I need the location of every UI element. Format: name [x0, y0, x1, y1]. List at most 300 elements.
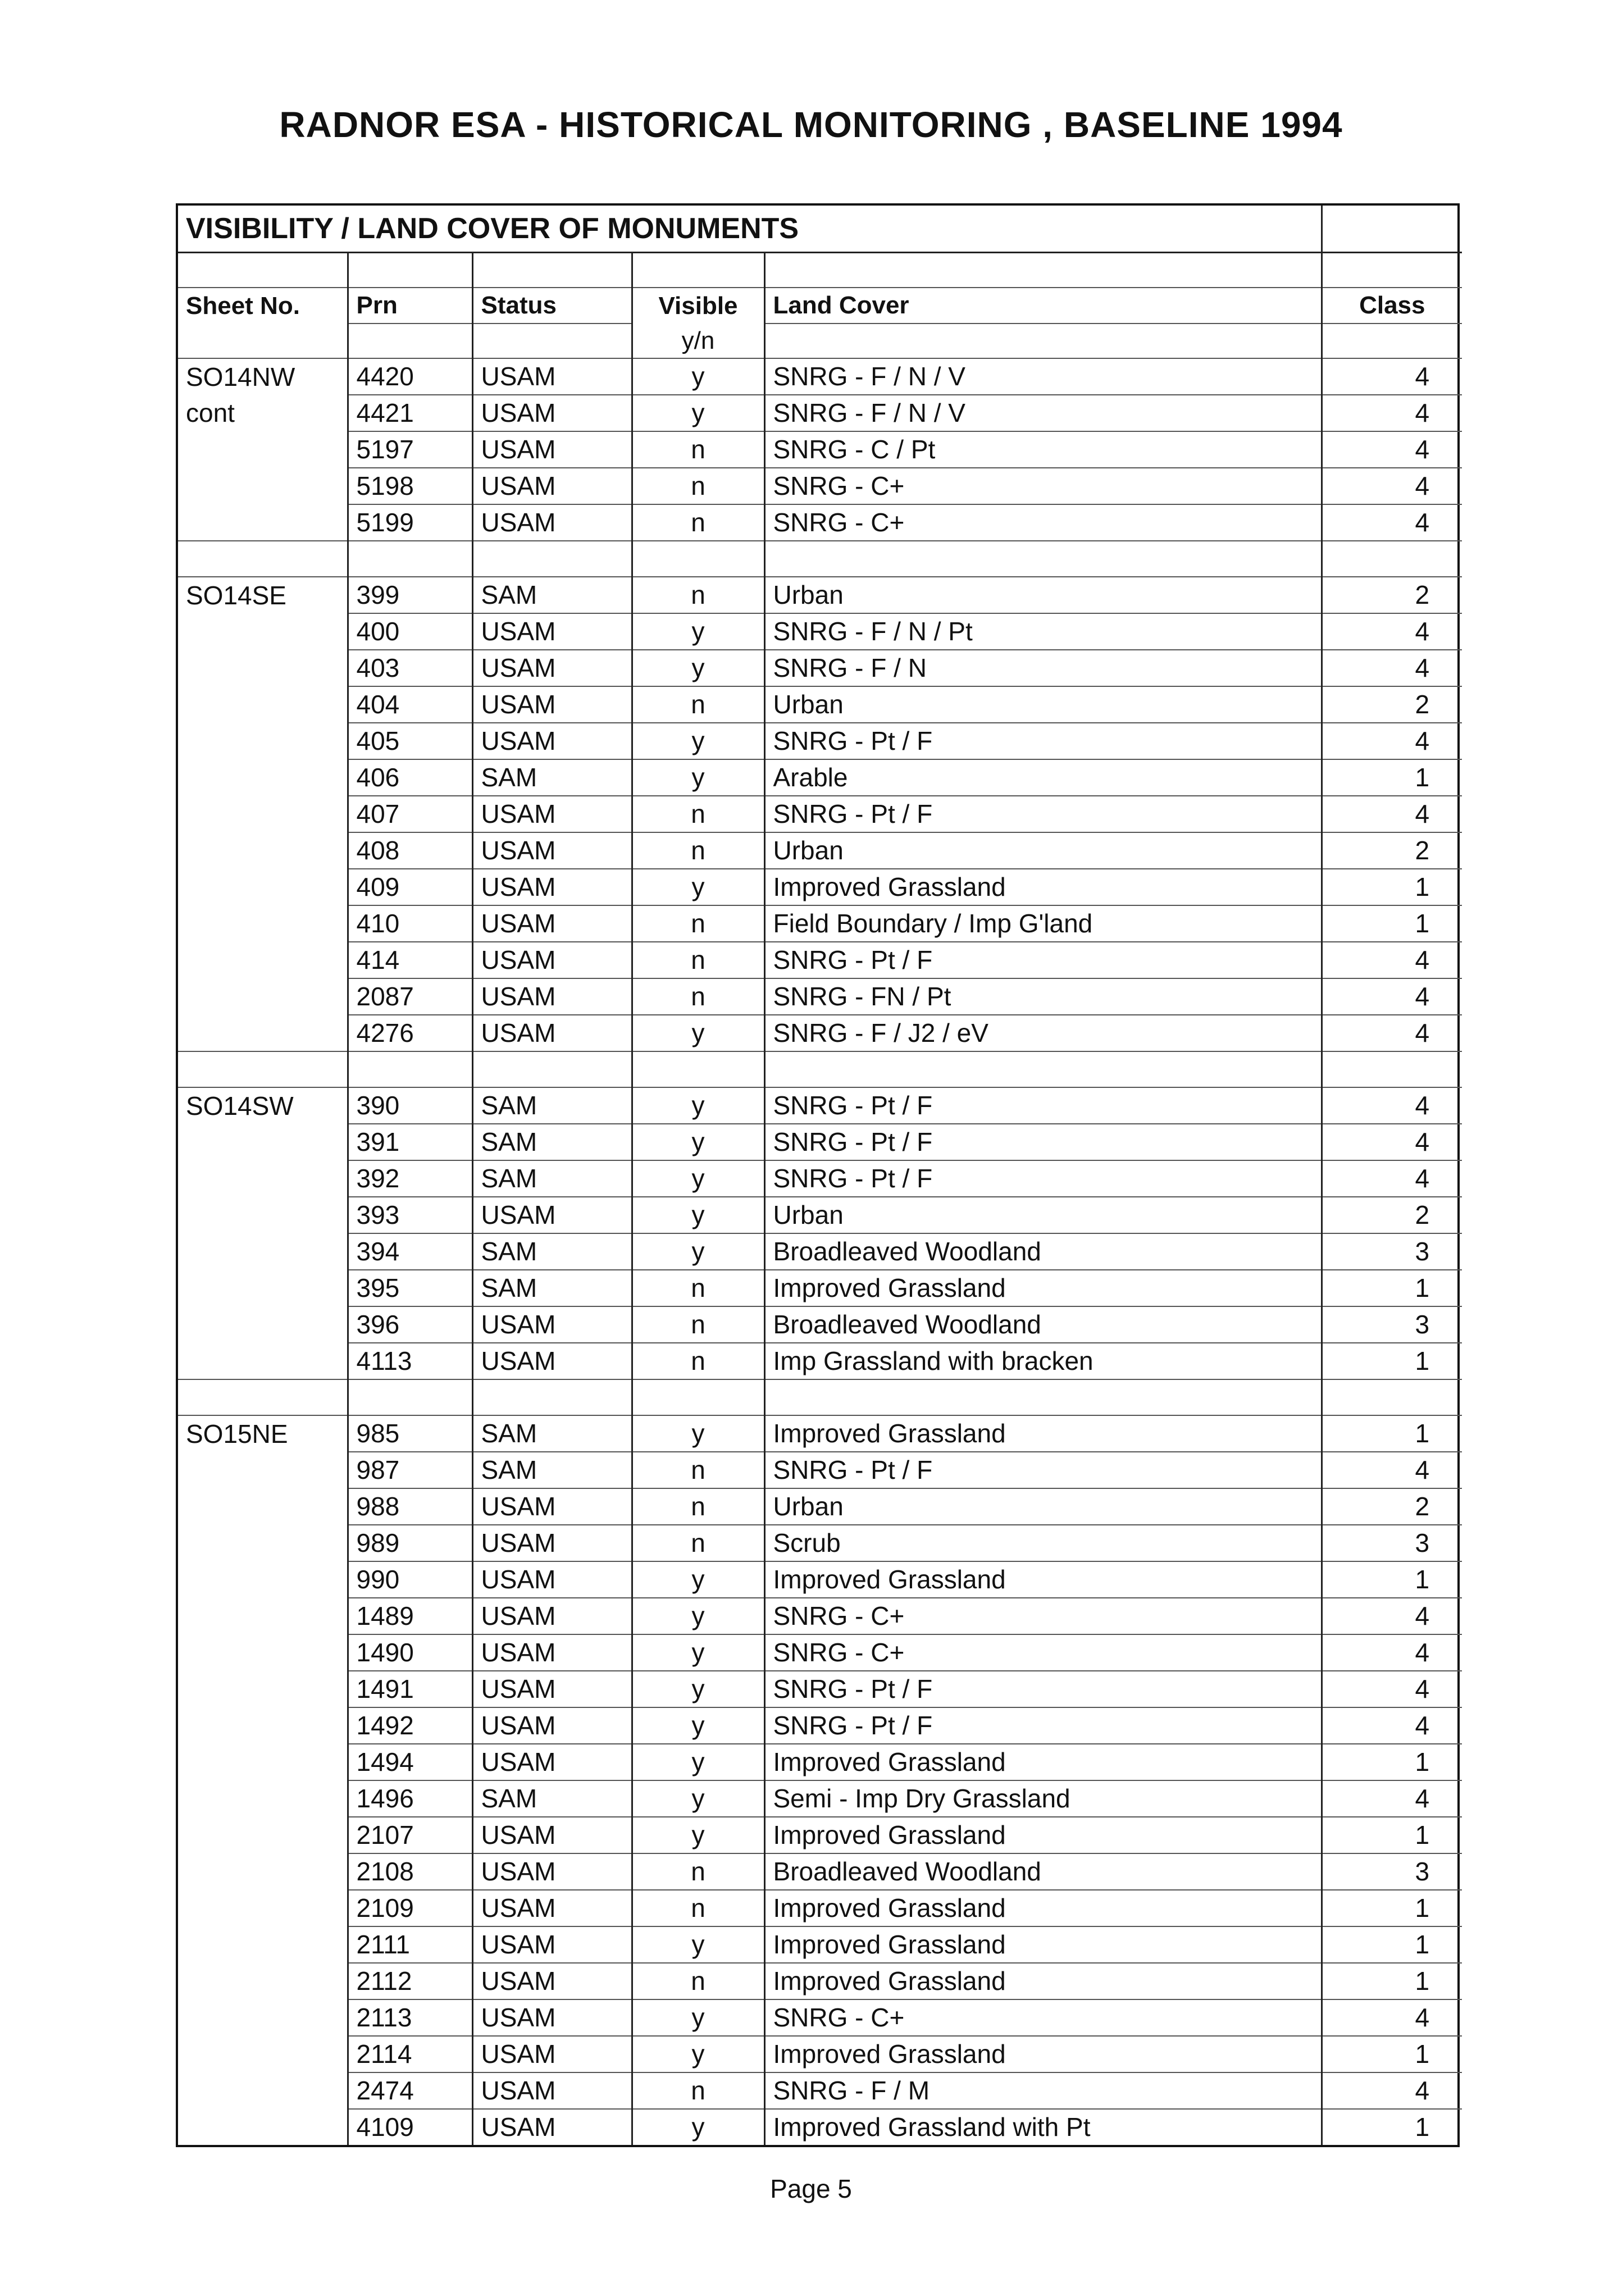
cell-sheet	[178, 1160, 348, 1197]
cell-class: 4	[1322, 978, 1462, 1015]
cell-visible: n	[632, 796, 764, 832]
cell-land-cover: Improved Grassland	[764, 1561, 1322, 1598]
cell-status: USAM	[472, 1817, 632, 1853]
cell-class: 1	[1322, 1270, 1462, 1306]
cell-status: SAM	[472, 577, 632, 613]
cell-sheet	[178, 796, 348, 832]
cell-status: USAM	[472, 650, 632, 686]
cell-class: 1	[1322, 1817, 1462, 1853]
table-row	[178, 942, 1462, 978]
table-row	[178, 1343, 1462, 1379]
table-row	[178, 1561, 1462, 1598]
cell-class: 1	[1322, 1343, 1462, 1379]
cell-sheet	[178, 1015, 348, 1051]
cell-status: USAM	[472, 942, 632, 978]
cell-sheet	[178, 759, 348, 796]
table-row	[178, 1160, 1462, 1197]
cell-land-cover: SNRG - Pt / F	[764, 723, 1322, 759]
cell-class: 3	[1322, 1306, 1462, 1343]
cell-class: 2	[1322, 577, 1462, 613]
table-row	[178, 1634, 1462, 1671]
table-row	[178, 1124, 1462, 1160]
cell-status: USAM	[472, 1963, 632, 1999]
cell-status: USAM	[472, 613, 632, 650]
cell-land-cover: Improved Grassland	[764, 1415, 1322, 1452]
cell-land-cover: SNRG - C+	[764, 504, 1322, 541]
table-row	[178, 1233, 1462, 1270]
cell-land-cover: SNRG - Pt / F	[764, 1160, 1322, 1197]
cell-land-cover: Scrub	[764, 1525, 1322, 1561]
cell-visible: n	[632, 942, 764, 978]
cell-sheet	[178, 613, 348, 650]
cell-class: 4	[1322, 1707, 1462, 1744]
cell-status: USAM	[472, 869, 632, 905]
cell-class: 2	[1322, 832, 1462, 869]
cell-class: 4	[1322, 1452, 1462, 1488]
cell-visible: y	[632, 1634, 764, 1671]
table-row	[178, 1707, 1462, 1744]
table-row	[178, 1270, 1462, 1306]
cell-sheet	[178, 1197, 348, 1233]
cell-class: 4	[1322, 1124, 1462, 1160]
cell-land-cover: SNRG - Pt / F	[764, 1124, 1322, 1160]
cell-land-cover: SNRG - F / N / Pt	[764, 613, 1322, 650]
cell-class: 3	[1322, 1525, 1462, 1561]
cell-prn: 2109	[348, 1890, 472, 1926]
cell-sheet	[178, 2072, 348, 2109]
col-header-visible: Visible	[632, 288, 764, 324]
cell-class: 4	[1322, 723, 1462, 759]
cell-status: SAM	[472, 1270, 632, 1306]
cell-visible: y	[632, 650, 764, 686]
cell-status: USAM	[472, 1853, 632, 1890]
cell-visible: n	[632, 1890, 764, 1926]
cell-land-cover: Improved Grassland	[764, 869, 1322, 905]
cell-prn: 400	[348, 613, 472, 650]
cell-prn: 985	[348, 1415, 472, 1452]
cell-sheet	[178, 431, 348, 468]
cell-prn: 403	[348, 650, 472, 686]
cell-land-cover: Urban	[764, 1488, 1322, 1525]
cell-status: USAM	[472, 1598, 632, 1634]
cell-sheet	[178, 869, 348, 905]
cell-class: 2	[1322, 686, 1462, 723]
cell-prn: 391	[348, 1124, 472, 1160]
table-row	[178, 1452, 1462, 1488]
cell-land-cover: SNRG - Pt / F	[764, 1707, 1322, 1744]
cell-prn: 4421	[348, 395, 472, 431]
cell-status: USAM	[472, 1197, 632, 1233]
cell-status: USAM	[472, 905, 632, 942]
cell-land-cover: Improved Grassland	[764, 1744, 1322, 1780]
table-row	[178, 1963, 1462, 1999]
table-row	[178, 1197, 1462, 1233]
table-row	[178, 1744, 1462, 1780]
cell-prn: 407	[348, 796, 472, 832]
cell-land-cover: SNRG - F / M	[764, 2072, 1322, 2109]
cell-visible: y	[632, 613, 764, 650]
cell-visible: y	[632, 1598, 764, 1634]
cell-status: USAM	[472, 1488, 632, 1525]
cell-class: 1	[1322, 905, 1462, 942]
cell-prn: 399	[348, 577, 472, 613]
cell-visible: y	[632, 1707, 764, 1744]
cell-visible: y	[632, 2036, 764, 2072]
cell-status: USAM	[472, 2109, 632, 2145]
cell-class: 4	[1322, 1087, 1462, 1124]
cell-status: USAM	[472, 1744, 632, 1780]
cell-class: 4	[1322, 1999, 1462, 2036]
cell-prn: 1491	[348, 1671, 472, 1707]
header-spacer-row	[178, 253, 1462, 288]
cell-land-cover: SNRG - Pt / F	[764, 1452, 1322, 1488]
cell-class: 1	[1322, 2109, 1462, 2145]
cell-prn: 2107	[348, 1817, 472, 1853]
cell-visible: n	[632, 1452, 764, 1488]
cell-prn: 1494	[348, 1744, 472, 1780]
cell-prn: 390	[348, 1087, 472, 1124]
cell-prn: 410	[348, 905, 472, 942]
cell-visible: n	[632, 1853, 764, 1890]
monuments-table	[176, 203, 1460, 2147]
cell-prn: 5198	[348, 468, 472, 504]
cell-land-cover: SNRG - C+	[764, 468, 1322, 504]
cell-sheet	[178, 1999, 348, 2036]
cell-visible: y	[632, 395, 764, 431]
cell-sheet	[178, 686, 348, 723]
table-row	[178, 504, 1462, 541]
cell-land-cover: SNRG - Pt / F	[764, 1087, 1322, 1124]
cell-class: 4	[1322, 1598, 1462, 1634]
cell-status: USAM	[472, 358, 632, 395]
cell-prn: 2114	[348, 2036, 472, 2072]
cell-visible: y	[632, 1817, 764, 1853]
col-header-class: Class	[1322, 288, 1462, 324]
cell-class: 2	[1322, 1488, 1462, 1525]
cell-class: 4	[1322, 1780, 1462, 1817]
cell-class: 1	[1322, 1744, 1462, 1780]
cell-land-cover: Improved Grassland	[764, 2036, 1322, 2072]
cell-status: USAM	[472, 2072, 632, 2109]
cell-prn: 2108	[348, 1853, 472, 1890]
cell-status: USAM	[472, 1890, 632, 1926]
cell-visible: n	[632, 1488, 764, 1525]
cell-status: USAM	[472, 686, 632, 723]
table-row	[178, 1598, 1462, 1634]
cell-class: 4	[1322, 2072, 1462, 2109]
table-row	[178, 1780, 1462, 1817]
cell-sheet	[178, 2109, 348, 2145]
cell-land-cover: SNRG - C+	[764, 1598, 1322, 1634]
cell-land-cover: SNRG - Pt / F	[764, 942, 1322, 978]
table-row	[178, 2036, 1462, 2072]
cell-sheet: SO14NW	[178, 358, 348, 395]
table-row	[178, 1999, 1462, 2036]
table-row	[178, 2072, 1462, 2109]
cell-prn: 4276	[348, 1015, 472, 1051]
cell-visible: y	[632, 1780, 764, 1817]
cell-status: SAM	[472, 1415, 632, 1452]
cell-land-cover: Improved Grassland	[764, 1926, 1322, 1963]
cell-prn: 989	[348, 1525, 472, 1561]
cell-prn: 988	[348, 1488, 472, 1525]
cell-sheet: SO14SE	[178, 577, 348, 613]
cell-status: USAM	[472, 978, 632, 1015]
table-row	[178, 577, 1462, 613]
page-title: RADNOR ESA - HISTORICAL MONITORING , BASELINE 1994	[279, 104, 1343, 145]
cell-sheet	[178, 1598, 348, 1634]
cell-class: 4	[1322, 395, 1462, 431]
cell-status: USAM	[472, 1707, 632, 1744]
cell-status: USAM	[472, 504, 632, 541]
table-row	[178, 1926, 1462, 1963]
cell-land-cover: Urban	[764, 832, 1322, 869]
table-row	[178, 759, 1462, 796]
cell-visible: n	[632, 1306, 764, 1343]
cell-status: SAM	[472, 1087, 632, 1124]
cell-land-cover: SNRG - Pt / F	[764, 1671, 1322, 1707]
cell-prn: 2111	[348, 1926, 472, 1963]
col-header-prn: Prn	[348, 288, 472, 324]
cell-sheet	[178, 1926, 348, 1963]
cell-class: 4	[1322, 942, 1462, 978]
cell-visible: n	[632, 1525, 764, 1561]
cell-prn: 414	[348, 942, 472, 978]
cell-sheet	[178, 650, 348, 686]
cell-sheet: cont	[186, 398, 235, 427]
cell-visible: y	[632, 1015, 764, 1051]
cell-visible: y	[632, 1999, 764, 2036]
cell-visible: n	[632, 1343, 764, 1379]
cell-class: 1	[1322, 2036, 1462, 2072]
col-subheader-prn	[348, 324, 472, 358]
cell-class: 1	[1322, 869, 1462, 905]
cell-visible: y	[632, 1561, 764, 1598]
cell-land-cover: SNRG - F / N / V	[764, 395, 1322, 431]
cell-visible: y	[632, 1415, 764, 1452]
cell-prn: 394	[348, 1233, 472, 1270]
col-header-sheet: Sheet No.	[178, 288, 348, 324]
cell-status: SAM	[472, 759, 632, 796]
cell-visible: y	[632, 1233, 764, 1270]
cell-land-cover: Imp Grassland with bracken	[764, 1343, 1322, 1379]
cell-class: 1	[1322, 759, 1462, 796]
cell-visible: n	[632, 832, 764, 869]
cell-sheet	[178, 1233, 348, 1270]
col-header-status: Status	[472, 288, 632, 324]
cell-class: 1	[1322, 1415, 1462, 1452]
cell-land-cover: SNRG - C+	[764, 1634, 1322, 1671]
cell-class: 4	[1322, 431, 1462, 468]
cell-sheet	[178, 1525, 348, 1561]
cell-sheet	[178, 723, 348, 759]
table-row	[178, 395, 1462, 431]
cell-sheet	[178, 1124, 348, 1160]
cell-sheet	[178, 1744, 348, 1780]
cell-sheet	[178, 1963, 348, 1999]
table-row	[178, 2109, 1462, 2145]
cell-land-cover: SNRG - F / N / V	[764, 358, 1322, 395]
table-row	[178, 978, 1462, 1015]
cell-prn: 2113	[348, 1999, 472, 2036]
blank-separator-row	[178, 1051, 1462, 1087]
cell-status: SAM	[472, 1160, 632, 1197]
col-subheader-visible: y/n	[632, 324, 764, 358]
cell-status: USAM	[472, 1306, 632, 1343]
cell-prn: 406	[348, 759, 472, 796]
table-title-blank-cell	[1322, 206, 1462, 253]
cell-prn: 1496	[348, 1780, 472, 1817]
cell-status: USAM	[472, 796, 632, 832]
cell-prn: 2112	[348, 1963, 472, 1999]
cell-land-cover: SNRG - Pt / F	[764, 796, 1322, 832]
cell-sheet	[178, 978, 348, 1015]
cell-visible: y	[632, 1160, 764, 1197]
col-subheader-land-cover	[764, 324, 1322, 358]
cell-land-cover: Field Boundary / Imp G'land	[764, 905, 1322, 942]
cell-prn: 396	[348, 1306, 472, 1343]
table-row	[178, 613, 1462, 650]
table-row	[178, 1488, 1462, 1525]
cell-class: 4	[1322, 504, 1462, 541]
cell-prn: 4420	[348, 358, 472, 395]
table-row	[178, 1306, 1462, 1343]
table-row	[178, 358, 1462, 395]
cell-sheet: SO14SW	[178, 1087, 348, 1124]
cell-land-cover: SNRG - FN / Pt	[764, 978, 1322, 1015]
cell-visible: y	[632, 1087, 764, 1124]
table-row	[178, 686, 1462, 723]
table-row	[178, 1817, 1462, 1853]
cell-sheet	[178, 1343, 348, 1379]
cell-class: 4	[1322, 1671, 1462, 1707]
cell-sheet	[178, 1306, 348, 1343]
cell-sheet: SO15NE	[178, 1415, 348, 1452]
cell-class: 4	[1322, 468, 1462, 504]
table-row	[178, 1015, 1462, 1051]
cell-visible: y	[632, 1197, 764, 1233]
cell-status: USAM	[472, 395, 632, 431]
cell-status: USAM	[472, 1671, 632, 1707]
cell-land-cover: Arable	[764, 759, 1322, 796]
cell-land-cover: Improved Grassland	[764, 1890, 1322, 1926]
cell-prn: 1489	[348, 1598, 472, 1634]
cell-visible: n	[632, 978, 764, 1015]
table-row	[178, 796, 1462, 832]
cell-status: USAM	[472, 1343, 632, 1379]
cell-sheet	[178, 1561, 348, 1598]
cell-visible: n	[632, 905, 764, 942]
cell-visible: y	[632, 1671, 764, 1707]
cell-prn: 395	[348, 1270, 472, 1306]
cell-class: 1	[1322, 1561, 1462, 1598]
table-row	[178, 1671, 1462, 1707]
cell-status: USAM	[472, 1525, 632, 1561]
cell-class: 1	[1322, 1926, 1462, 1963]
cell-status: SAM	[472, 1452, 632, 1488]
cell-class: 1	[1322, 1890, 1462, 1926]
cell-status: USAM	[472, 723, 632, 759]
table-row	[178, 1415, 1462, 1452]
cell-prn: 4113	[348, 1343, 472, 1379]
cell-class: 4	[1322, 1160, 1462, 1197]
cell-land-cover: Improved Grassland	[764, 1270, 1322, 1306]
cell-sheet	[178, 905, 348, 942]
cell-visible: n	[632, 431, 764, 468]
cell-land-cover: Broadleaved Woodland	[764, 1306, 1322, 1343]
cell-visible: n	[632, 686, 764, 723]
cell-prn: 393	[348, 1197, 472, 1233]
cell-class: 4	[1322, 358, 1462, 395]
cell-visible: y	[632, 869, 764, 905]
cell-prn: 987	[348, 1452, 472, 1488]
cell-land-cover: Semi - Imp Dry Grassland	[764, 1780, 1322, 1817]
cell-prn: 4109	[348, 2109, 472, 2145]
cell-status: USAM	[472, 1634, 632, 1671]
cell-land-cover: Urban	[764, 1197, 1322, 1233]
table-row	[178, 468, 1462, 504]
cell-sheet	[178, 1780, 348, 1817]
cell-prn: 405	[348, 723, 472, 759]
col-subheader-status	[472, 324, 632, 358]
cell-status: USAM	[472, 468, 632, 504]
cell-class: 3	[1322, 1233, 1462, 1270]
cell-prn: 392	[348, 1160, 472, 1197]
cell-prn: 1492	[348, 1707, 472, 1744]
cell-status: USAM	[472, 1999, 632, 2036]
cell-prn: 2087	[348, 978, 472, 1015]
cell-visible: n	[632, 2072, 764, 2109]
cell-land-cover: SNRG - C / Pt	[764, 431, 1322, 468]
cell-land-cover: SNRG - F / J2 / eV	[764, 1015, 1322, 1051]
table-row	[178, 1525, 1462, 1561]
cell-land-cover: Urban	[764, 686, 1322, 723]
cell-status: SAM	[472, 1233, 632, 1270]
blank-separator-row	[178, 541, 1462, 577]
page-number: Page 5	[770, 2174, 852, 2203]
cell-visible: y	[632, 2109, 764, 2145]
cell-status: USAM	[472, 1561, 632, 1598]
table-row	[178, 832, 1462, 869]
cell-class: 3	[1322, 1853, 1462, 1890]
table-row	[178, 869, 1462, 905]
cell-class: 4	[1322, 613, 1462, 650]
cell-sheet	[178, 1270, 348, 1306]
cell-visible: n	[632, 468, 764, 504]
table-row	[178, 1087, 1462, 1124]
cell-prn: 990	[348, 1561, 472, 1598]
cell-sheet	[178, 2036, 348, 2072]
cell-sheet	[178, 1707, 348, 1744]
cell-status: USAM	[472, 2036, 632, 2072]
col-header-land-cover: Land Cover	[764, 288, 1322, 324]
cell-land-cover: Improved Grassland	[764, 1817, 1322, 1853]
cell-visible: y	[632, 723, 764, 759]
cell-class: 1	[1322, 1963, 1462, 1999]
blank-separator-row	[178, 1379, 1462, 1415]
cell-visible: n	[632, 1270, 764, 1306]
cell-sheet	[178, 832, 348, 869]
cell-class: 4	[1322, 796, 1462, 832]
cell-land-cover: SNRG - F / N	[764, 650, 1322, 686]
cell-prn: 5197	[348, 431, 472, 468]
cell-land-cover: Improved Grassland	[764, 1963, 1322, 1999]
cell-land-cover: Improved Grassland with Pt	[764, 2109, 1322, 2145]
cell-prn: 404	[348, 686, 472, 723]
cell-sheet	[178, 1853, 348, 1890]
cell-land-cover: Broadleaved Woodland	[764, 1233, 1322, 1270]
cell-visible: n	[632, 504, 764, 541]
